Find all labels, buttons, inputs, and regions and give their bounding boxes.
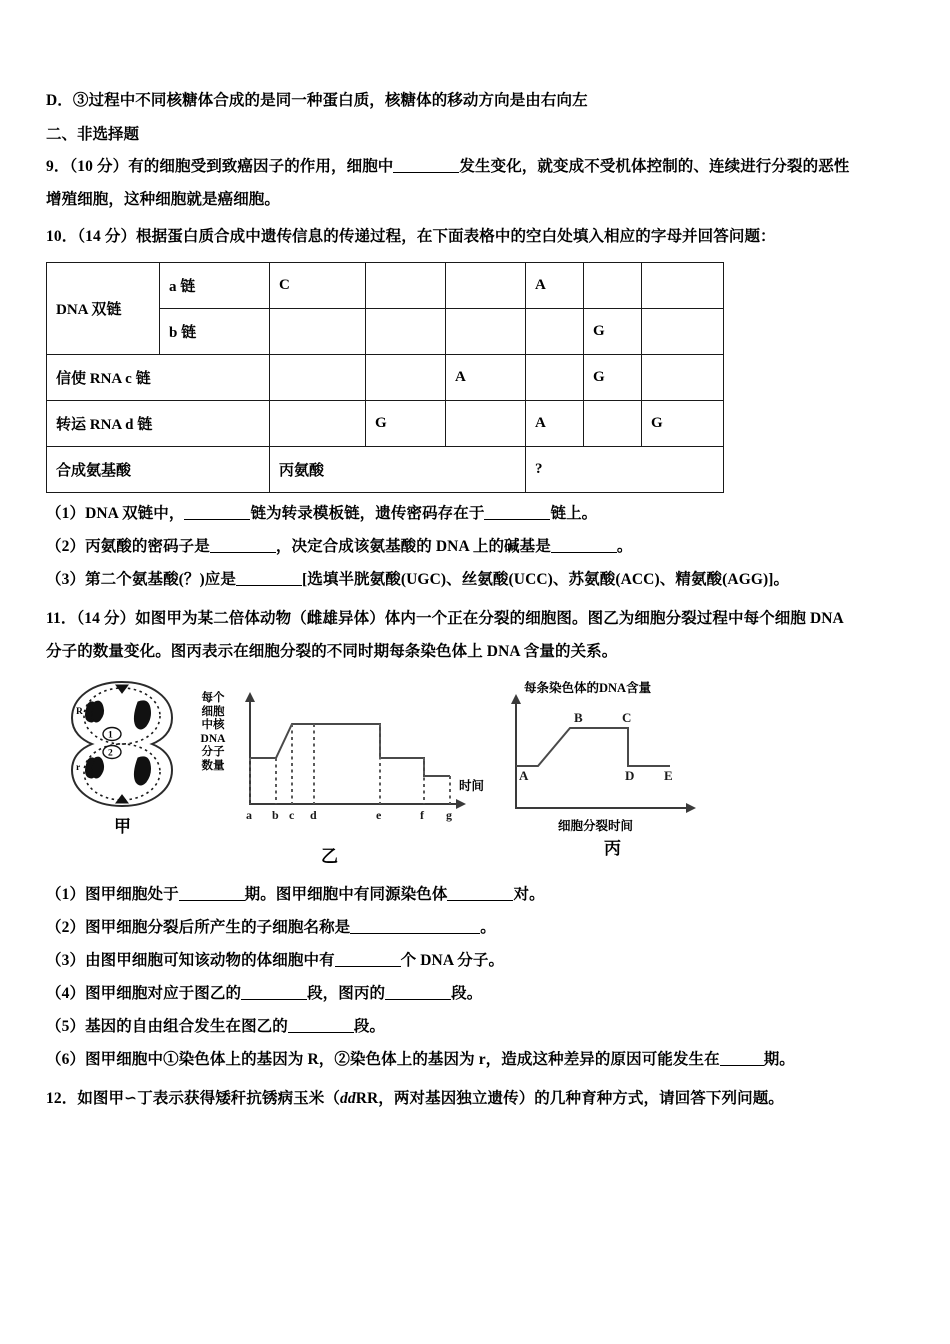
q11-sub1-p1: 图甲细胞处于: [85, 886, 179, 903]
page-content: [46, 84, 918, 1115]
yi-tick-g: g: [446, 808, 452, 822]
figure-bing-xlabel: 细胞分裂时间: [558, 819, 634, 833]
dna-transfer-table: [46, 262, 724, 493]
q10-sub3-p2: [选填半胱氨酸(UGC)、丝氨酸(UCC)、苏氨酸(ACC)、精氨酸(AGG)]。: [302, 571, 790, 588]
q9-text-after: 增殖细胞，这种细胞就是癌细胞。: [46, 191, 281, 208]
q12-text-a: 如图甲∽丁表示获得矮秆抗锈病玉米（: [77, 1090, 341, 1107]
cell-mrna-3[interactable]: A: [446, 355, 526, 401]
bing-point-A: A: [519, 768, 529, 783]
q11-sub5-p1: 基因的自由组合发生在图乙的: [85, 1018, 288, 1035]
figure-yi-chart: [196, 682, 486, 877]
question-10-line: [46, 220, 918, 253]
q10-text: 根据蛋白质合成中遗传信息的传递过程，在下面表格中的空白处填入相应的字母并回答问题：: [136, 228, 776, 245]
q11-sub1-blank-1[interactable]: [179, 900, 245, 901]
cell-a-2[interactable]: [366, 263, 446, 309]
cell-b-1[interactable]: [270, 309, 366, 355]
cell-a-chain-label: a 链: [160, 263, 270, 309]
q12-text-b: RR，两对基因独立遗传）的几种育种方式，请回答下列问题。: [355, 1090, 784, 1107]
figure-yi-ylabel: 每个 细胞 中核 DNA 分子 数量: [200, 692, 226, 772]
q11-sub2: [46, 911, 918, 944]
marker-2-label: 2: [108, 748, 113, 759]
q10-sub2-blank-2[interactable]: [551, 552, 617, 553]
cell-trna-3[interactable]: [446, 401, 526, 447]
table-row-mrna: [47, 355, 724, 401]
q11-sub2-blank-1[interactable]: [350, 933, 480, 934]
cell-b-2[interactable]: [366, 309, 446, 355]
q11-sub4-blank-2[interactable]: [385, 999, 451, 1000]
q11-text-line1: 如图甲为某二倍体动物（雌雄异体）体内一个正在分裂的细胞图。图乙为细胞分裂过程中每个细胞 DNA: [135, 610, 844, 627]
q10-sub2-p1: 丙氨酸的密码子是: [85, 538, 210, 555]
q11-sub2-p1: 图甲细胞分裂后所产生的子细胞名称是: [85, 919, 351, 936]
cell-b-3[interactable]: [446, 309, 526, 355]
question-9-line2: [46, 183, 918, 216]
q11-sub6-p1: 图甲细胞中①染色体上的基因为 R，②染色体上的基因为 r，造成这种差异的原因可能发生在: [85, 1051, 720, 1068]
q11-sub6-num: （6）: [46, 1051, 86, 1068]
cell-trna-label: 转运 RNA d 链: [47, 401, 270, 447]
q11-sub5-num: （5）: [46, 1018, 86, 1035]
q12-number: 12．: [46, 1090, 78, 1107]
section-header: 二、非选择题: [46, 126, 140, 143]
cell-trna-4[interactable]: A: [526, 401, 584, 447]
q10-sub1-blank-1[interactable]: [184, 519, 250, 520]
table-row-trna: [47, 401, 724, 447]
q11-sub2-p2: 。: [480, 919, 496, 936]
q11-sub6-p2: 期。: [763, 1051, 795, 1068]
question-11-line2: [46, 635, 918, 668]
q11-sub3-p1: 由图甲细胞可知该动物的体细胞中有: [85, 952, 335, 969]
figure-yi-svg: [232, 686, 482, 836]
q11-sub4-p2: 段，图丙的: [307, 985, 386, 1002]
q11-sub5-blank-1[interactable]: [288, 1032, 354, 1033]
q10-sub2: [46, 530, 918, 563]
yi-tick-e: e: [376, 808, 382, 822]
q10-sub3: [46, 563, 918, 596]
q11-sub4-blank-1[interactable]: [241, 999, 307, 1000]
cell-amino-acid-2[interactable]: ?: [526, 447, 724, 493]
yi-tick-a: a: [246, 808, 252, 822]
question-9-line1: [46, 150, 918, 183]
bing-point-D: D: [625, 768, 635, 783]
cell-trna-1[interactable]: [270, 401, 366, 447]
figure-bing-chart: [486, 676, 736, 871]
q12-text-italic: dd: [340, 1090, 356, 1107]
q10-sub1-p3: 链上。: [550, 505, 598, 522]
q10-sub1: [46, 497, 918, 530]
cell-mrna-2[interactable]: [366, 355, 446, 401]
q11-sub2-num: （2）: [46, 919, 86, 936]
q10-sub1-p1: DNA 双链中，: [85, 505, 185, 522]
q10-sub1-num: （1）: [46, 505, 86, 522]
q11-score: （14 分）: [76, 610, 136, 627]
figure-bing-caption: 丙: [604, 839, 621, 858]
figure-jia-caption: 甲: [114, 817, 131, 836]
cell-mrna-1[interactable]: [270, 355, 366, 401]
q11-sub1: [46, 878, 918, 911]
q11-sub4: [46, 977, 918, 1010]
q9-text-mid: 发生变化，就变成不受机体控制的、连续进行分裂的恶性: [459, 158, 850, 175]
cell-mrna-4[interactable]: [526, 355, 584, 401]
q10-sub3-p1: 第二个氨基酸(？)应是: [85, 571, 236, 588]
q10-score: （14 分）: [77, 228, 137, 245]
yi-tick-f: f: [420, 808, 424, 822]
cell-a-6[interactable]: [642, 263, 724, 309]
figure-jia-cell-diagram: [56, 676, 216, 866]
yi-tick-c: c: [289, 808, 295, 822]
q11-sub1-p2: 期。图甲细胞中有同源染色体: [244, 886, 448, 903]
q10-sub2-num: （2）: [46, 538, 86, 555]
cell-b-5[interactable]: G: [584, 309, 642, 355]
figure-yi-caption: 乙: [321, 847, 338, 866]
bing-point-E: E: [664, 768, 673, 783]
bing-point-C: C: [622, 710, 632, 725]
q11-sub3-p2: 个 DNA 分子。: [400, 952, 505, 969]
q10-number: 10．: [46, 228, 78, 245]
q11-sub5-p2: 段。: [353, 1018, 386, 1035]
cell-dna-double-strand-label: DNA 双链: [47, 263, 160, 355]
figure-bing-svg: [492, 692, 722, 832]
q9-score: （10 分）: [69, 158, 129, 175]
q10-sub1-p2: 链为转录模板链，遗传密码存在于: [250, 505, 485, 522]
cell-a-5[interactable]: [584, 263, 642, 309]
q11-number: 11．: [46, 610, 77, 627]
q11-sub4-num: （4）: [46, 985, 86, 1002]
q11-sub3: [46, 944, 918, 977]
cell-a-3[interactable]: [446, 263, 526, 309]
q11-sub3-blank-1[interactable]: [335, 966, 401, 967]
option-d-line: [46, 84, 918, 117]
q11-text-line2: 分子的数量变化。图丙表示在细胞分裂的不同时期每条染色体上 DNA 含量的关系。: [46, 643, 618, 660]
gene-label-R: R: [76, 707, 83, 717]
table-row-amino-acid: [47, 447, 724, 493]
cell-b-4[interactable]: [526, 309, 584, 355]
cell-trna-5[interactable]: [584, 401, 642, 447]
q11-sub6-blank-1[interactable]: [720, 1065, 764, 1066]
q9-number: 9．: [46, 158, 70, 175]
cell-trna-6[interactable]: G: [642, 401, 724, 447]
q11-sub5: [46, 1010, 918, 1043]
q11-sub6: [46, 1043, 918, 1076]
q10-sub2-p2: ，决定合成该氨基酸的 DNA 上的碱基是: [275, 538, 551, 555]
q11-sub3-num: （3）: [46, 952, 86, 969]
figure-bing-title: 每条染色体的DNA含量: [524, 681, 652, 695]
q10-sub3-num: （3）: [46, 571, 86, 588]
q9-text-before: 有的细胞受到致癌因子的作用，细胞中: [128, 158, 394, 175]
option-d-letter: D．: [46, 92, 73, 109]
cell-a-4[interactable]: A: [526, 263, 584, 309]
question-11-line1: [46, 602, 918, 635]
bing-point-B: B: [574, 710, 583, 725]
cell-mrna-label: 信使 RNA c 链: [47, 355, 270, 401]
yi-tick-b: b: [272, 808, 279, 822]
cell-amino-acid-label: 合成氨基酸: [47, 447, 270, 493]
q10-sub3-blank-1[interactable]: [236, 585, 302, 586]
cell-mrna-5[interactable]: G: [584, 355, 642, 401]
option-d-text: ③过程中不同核糖体合成的是同一种蛋白质，核糖体的移动方向是由右向左: [72, 92, 588, 109]
table-row-a-chain: [47, 263, 724, 309]
cell-a-1[interactable]: C: [270, 263, 366, 309]
cell-mrna-6[interactable]: [642, 355, 724, 401]
cell-trna-2[interactable]: G: [366, 401, 446, 447]
cell-b-chain-label: b 链: [160, 309, 270, 355]
q10-sub2-p3: 。: [616, 538, 633, 555]
q11-sub1-blank-2[interactable]: [447, 900, 513, 901]
q9-blank-1[interactable]: [393, 172, 459, 173]
figure-yi-xlabel: 时间: [458, 779, 484, 793]
q11-sub1-num: （1）: [46, 886, 86, 903]
cell-amino-acid-1[interactable]: 丙氨酸: [270, 447, 526, 493]
figure-group: [46, 676, 918, 876]
yi-tick-d: d: [310, 808, 317, 822]
gene-label-r: r: [76, 763, 81, 773]
q11-sub4-p3: 段。: [451, 985, 483, 1002]
q11-sub1-p3: 对。: [513, 886, 545, 903]
q10-sub1-blank-2[interactable]: [484, 519, 550, 520]
cell-division-svg: [56, 676, 216, 826]
q11-sub4-p1: 图甲细胞对应于图乙的: [85, 985, 242, 1002]
q10-sub2-blank-1[interactable]: [210, 552, 276, 553]
question-12-line: [46, 1082, 918, 1115]
cell-b-6[interactable]: [642, 309, 724, 355]
marker-1-label: 1: [108, 730, 113, 741]
